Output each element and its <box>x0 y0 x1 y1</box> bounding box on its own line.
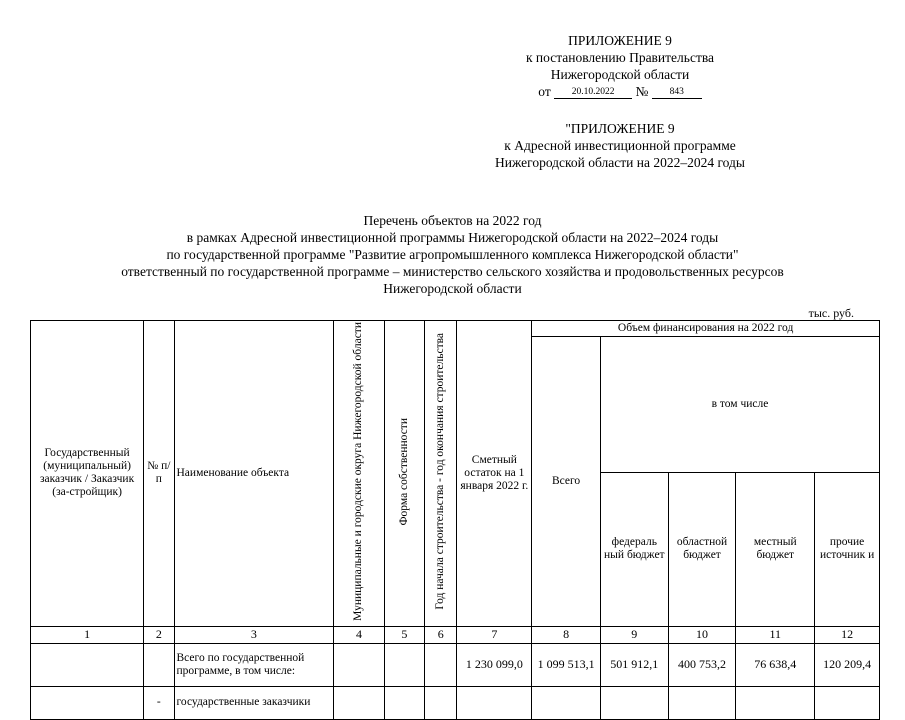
header-estimate: Сметный остаток на 1 января 2022 г. <box>457 321 532 627</box>
col-num-1: 1 <box>31 626 144 643</box>
header-other: прочие источник и <box>815 472 880 626</box>
units-label: тыс. руб. <box>808 306 854 320</box>
header-total: Всего <box>532 337 601 627</box>
cell-num <box>144 643 174 686</box>
objects-table <box>30 320 880 720</box>
col-num-8: 8 <box>532 626 601 643</box>
cell-ownership <box>384 643 424 686</box>
heading-line1: Перечень объектов на 2022 год <box>363 213 542 228</box>
cell-ownership <box>384 686 424 719</box>
header-local: местный бюджет <box>736 472 815 626</box>
cell-municipal <box>334 686 385 719</box>
from-label: от <box>538 84 551 99</box>
col-num-4: 4 <box>334 626 385 643</box>
cell-years <box>425 686 457 719</box>
cell-regional <box>668 686 736 719</box>
header-name: Наименование объекта <box>174 321 334 627</box>
heading-line3: по государственной программе "Развитие агропромышленного комплекса Нижегородской области" <box>166 247 739 262</box>
header-customer: Государственный (муниципальный) заказчик / Заказчик (за-стройщик) <box>31 321 144 627</box>
cell-name: государственные заказчики <box>174 686 334 719</box>
header-including: в том числе <box>600 337 879 473</box>
column-number-row <box>31 626 880 643</box>
heading-line5: Нижегородской области <box>383 281 522 296</box>
appendix-line1: к постановлению Правительства <box>525 50 715 65</box>
col-num-6: 6 <box>425 626 457 643</box>
col-num-10: 10 <box>668 626 736 643</box>
cell-num: - <box>144 686 174 719</box>
appendix2-line2: Нижегородской области на 2022–2024 годы <box>495 155 745 170</box>
cell-other: 120 209,4 <box>815 643 880 686</box>
header-regional: областной бюджет <box>668 472 736 626</box>
decree-date: 20.10.2022 <box>554 87 632 99</box>
col-num-7: 7 <box>457 626 532 643</box>
appendix-line2: Нижегородской области <box>550 67 690 82</box>
cell-estimate: 1 230 099,0 <box>457 643 532 686</box>
cell-customer <box>31 643 144 686</box>
header-federal: федераль ный бюджет <box>600 472 668 626</box>
header-num: № п/п <box>144 321 174 627</box>
cell-estimate <box>457 686 532 719</box>
table-row <box>31 686 880 719</box>
decree-number: 843 <box>652 87 702 99</box>
table-row <box>31 643 880 686</box>
cell-years <box>425 643 457 686</box>
cell-total: 1 099 513,1 <box>532 643 601 686</box>
appendix-title: ПРИЛОЖЕНИЕ 9 <box>568 33 672 48</box>
cell-local <box>736 686 815 719</box>
col-num-12: 12 <box>815 626 880 643</box>
header-municipal: Муниципальные и городские округа Нижегородской области <box>352 322 365 621</box>
col-num-11: 11 <box>736 626 815 643</box>
heading-line4: ответственный по государственной программе – министерство сельского хозяйства и продовольственных ресурсов <box>121 264 784 279</box>
appendix-from-line <box>538 83 702 100</box>
header-financing: Объем финансирования на 2022 год <box>532 321 880 337</box>
heading-line2: в рамках Адресной инвестиционной программы Нижегородской области на 2022–2024 годы <box>186 230 719 245</box>
cell-customer <box>31 686 144 719</box>
header-years: Год начала строительства - год окончания строительства <box>434 333 447 610</box>
header-ownership-cell <box>384 321 424 627</box>
cell-local: 76 638,4 <box>736 643 815 686</box>
number-label: № <box>635 84 649 99</box>
col-num-5: 5 <box>384 626 424 643</box>
document-heading <box>40 212 865 297</box>
appendix2-line1: к Адресной инвестиционной программе <box>504 138 736 153</box>
header-municipal-cell <box>334 321 385 627</box>
appendix2-block <box>470 120 770 171</box>
cell-federal: 501 912,1 <box>600 643 668 686</box>
cell-regional: 400 753,2 <box>668 643 736 686</box>
col-num-2: 2 <box>144 626 174 643</box>
cell-municipal <box>334 643 385 686</box>
cell-total <box>532 686 601 719</box>
appendix-block <box>470 32 770 100</box>
cell-federal <box>600 686 668 719</box>
header-ownership: Форма собственности <box>397 417 410 526</box>
col-num-3: 3 <box>174 626 334 643</box>
appendix2-title: "ПРИЛОЖЕНИЕ 9 <box>565 121 675 136</box>
col-num-9: 9 <box>600 626 668 643</box>
cell-name: Всего по государственной программе, в том числе: <box>174 643 334 686</box>
header-years-cell <box>425 321 457 627</box>
cell-other <box>815 686 880 719</box>
